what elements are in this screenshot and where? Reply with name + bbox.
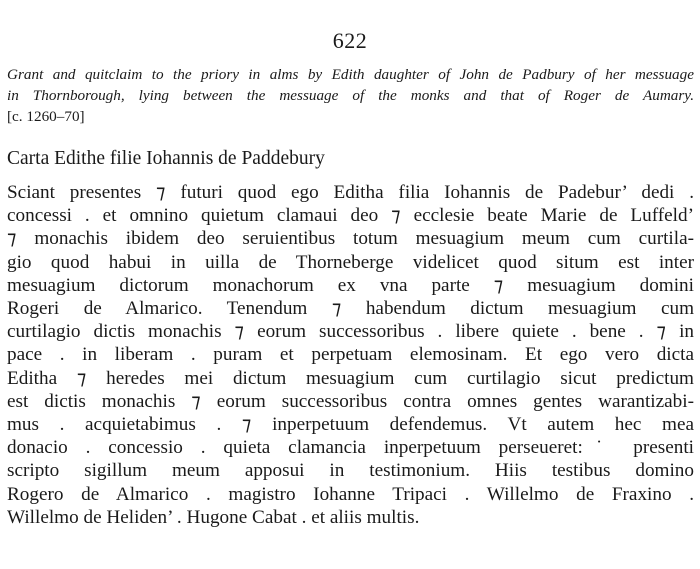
charter-line: concessi . et omnino quietum clamaui deo ⁊ ecclesie beate Marie de Luffeld’ <box>7 205 694 227</box>
charter-line: curtilagio dictis monachis ⁊ eorum successoribus . libere quiete . bene . ⁊ in <box>7 321 694 343</box>
charter-text <box>7 181 694 529</box>
summary-date-note <box>7 106 694 127</box>
charter-line: gio quod habui in uilla de Thorneberge videlicet quod situm est inter <box>7 251 694 273</box>
charter-title: Carta Edithe filie Iohannis de Paddebury <box>7 148 325 169</box>
charter-line: scripto sigillum meum apposui in testimonium. Hiis testibus domino <box>7 460 694 482</box>
page-number: 622 <box>332 28 368 53</box>
summary-line: Grant and quitclaim to the priory in alms by Edith daughter of John de Padbury of her messuage <box>7 66 694 83</box>
charter-line: Rogero de Almarico . magistro Iohanne Tripaci . Willelmo de Fraxino . <box>7 483 694 505</box>
charter-line: Sciant presentes ⁊ futuri quod ego Editha filia Iohannis de Padebur’ dedi . <box>7 182 694 203</box>
charter-line: pace . in liberam . puram et perpetuam elemosinam. Et ego vero dicta <box>7 344 694 366</box>
summary-line: in Thornborough, lying between the messuage of the monks and that of Roger de Aumary. <box>7 87 694 104</box>
charter-line: mus . acquietabimus . ⁊ inperpetuum defendemus. Vt autem hec mea <box>7 414 694 436</box>
charter-summary <box>7 64 694 127</box>
date-note: [c. 1260–70] <box>7 108 85 125</box>
charter-line: Willelmo de Heliden’ . Hugone Cabat . et aliis multis. <box>7 506 420 528</box>
charter-line: ⁊ monachis ibidem deo seruientibus totum mesuagium meum cum curtila- <box>7 228 694 250</box>
charter-line: mesuagium dictorum monachorum ex vna parte ⁊ mesuagium domini <box>7 274 694 296</box>
charter-line: Rogeri de Almarico. Tenendum ⁊ habendum dictum mesuagium cum <box>7 298 694 320</box>
charter-line: est dictis monachis ⁊ eorum successoribus contra omnes gentes warantizabi- <box>7 390 694 412</box>
charter-line: donacio . concessio . quieta clamancia inperpetuum perseueret:˙ presenti <box>7 437 694 459</box>
charter-line: Editha ⁊ heredes mei dictum mesuagium cum curtilagio sicut predictum <box>7 367 694 389</box>
